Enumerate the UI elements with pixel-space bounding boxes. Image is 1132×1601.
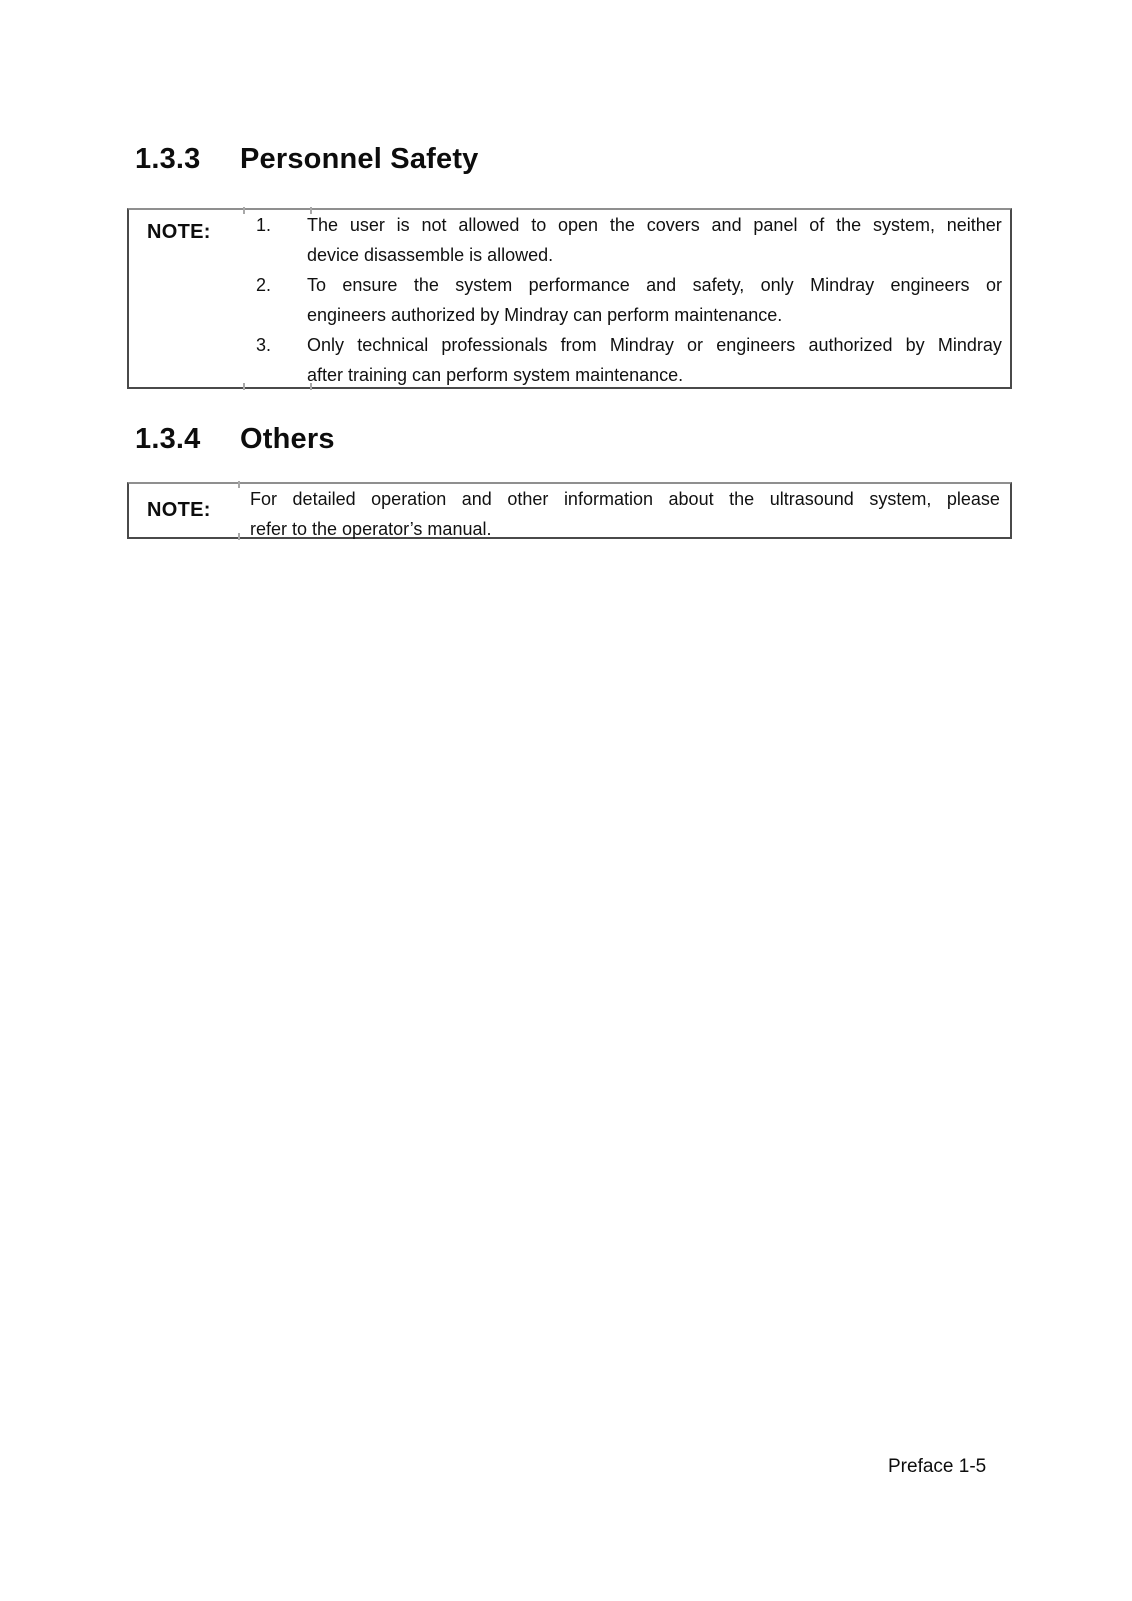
item-number: 2.	[256, 275, 272, 295]
section-heading-others	[135, 425, 335, 454]
text-line: after training can perform system maintenance.	[307, 365, 684, 385]
note-label: NOTE:	[147, 499, 211, 521]
table-divider-tick	[243, 207, 245, 214]
section-title: Personnel Safety	[240, 143, 479, 175]
text-line: engineers authorized by Mindray can perform maintenance.	[307, 305, 783, 325]
table-divider-tick	[238, 533, 240, 540]
section-heading-personnel-safety	[135, 145, 479, 174]
item-text	[307, 270, 1002, 330]
note-item	[256, 330, 1002, 390]
note-item-list	[256, 210, 1002, 390]
section-title: Others	[240, 423, 335, 455]
item-text	[307, 210, 1002, 270]
section-number: 1.3.3	[135, 143, 201, 175]
table-divider-tick	[238, 481, 240, 488]
note-box-others	[127, 482, 1012, 539]
item-number: 3.	[256, 335, 272, 355]
note-box-personnel-safety	[127, 208, 1012, 389]
text-line: For detailed operation and other information about the ultrasound system, please	[250, 489, 1000, 509]
text-line: refer to the operator’s manual.	[250, 519, 492, 539]
text-line: The user is not allowed to open the covers and panel of the system, neither	[307, 215, 1002, 235]
text-line: To ensure the system performance and safety, only Mindray engineers or	[307, 275, 1002, 295]
item-number: 1.	[256, 215, 272, 235]
footer-page-label: Preface 1-5	[888, 1456, 987, 1477]
note-item	[256, 270, 1002, 330]
item-text	[307, 330, 1002, 390]
note-label: NOTE:	[147, 221, 211, 243]
note-item	[256, 210, 1002, 270]
table-divider-tick	[243, 383, 245, 390]
text-line: Only technical professionals from Mindray or engineers authorized by Mindray	[307, 335, 1002, 355]
note-text	[250, 484, 1000, 544]
section-number: 1.3.4	[135, 423, 201, 455]
text-line: device disassemble is allowed.	[307, 245, 554, 265]
